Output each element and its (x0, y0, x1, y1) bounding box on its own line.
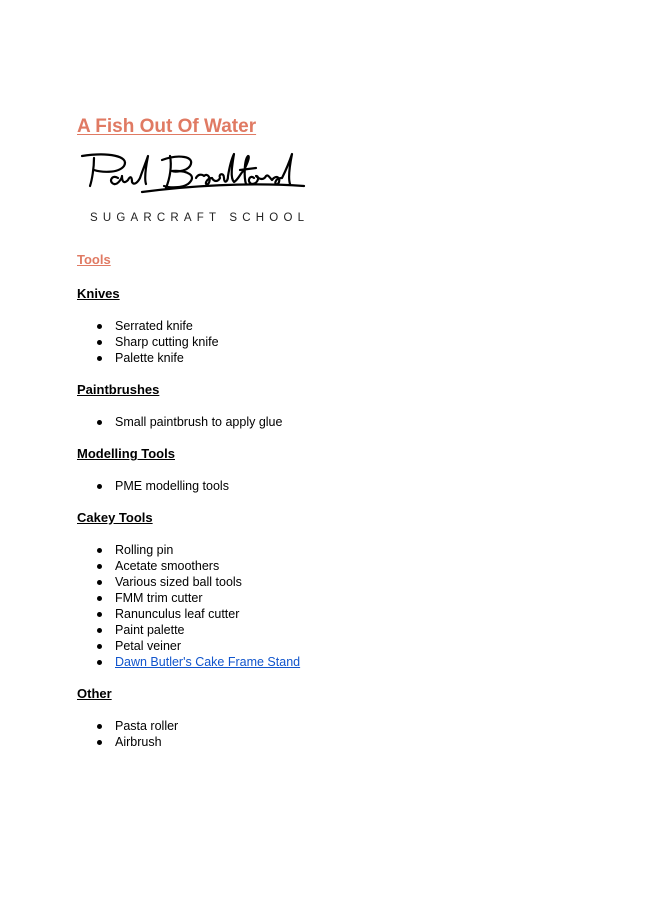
group-heading-modelling-tools: Modelling Tools (77, 446, 175, 461)
list-item: PME modelling tools (77, 478, 617, 494)
list-item: Various sized ball tools (77, 574, 617, 590)
list-item: Acetate smoothers (77, 558, 617, 574)
list-item: Serrated knife (77, 318, 617, 334)
list-item: Petal veiner (77, 638, 617, 654)
list-item: Airbrush (77, 734, 617, 750)
group-heading-knives: Knives (77, 286, 120, 301)
list-modelling-tools (77, 478, 617, 494)
list-item-link (77, 654, 617, 670)
list-cakey-tools (77, 542, 617, 670)
list-other (77, 718, 617, 750)
list-item: Pasta roller (77, 718, 617, 734)
list-paintbrushes (77, 414, 617, 430)
list-item: Palette knife (77, 350, 617, 366)
list-item: Paint palette (77, 622, 617, 638)
list-item: Ranunculus leaf cutter (77, 606, 617, 622)
list-item: Rolling pin (77, 542, 617, 558)
list-item: Small paintbrush to apply glue (77, 414, 617, 430)
document-body (77, 252, 617, 766)
group-heading-other: Other (77, 686, 112, 701)
list-item: Sharp cutting knife (77, 334, 617, 350)
group-heading-cakey-tools: Cakey Tools (77, 510, 153, 525)
document-title: A Fish Out Of Water (77, 116, 257, 137)
list-knives (77, 318, 617, 366)
signature-graphic (78, 150, 310, 208)
logo-subtitle: SUGARCRAFT SCHOOL (90, 212, 310, 224)
logo (78, 150, 310, 230)
group-heading-paintbrushes: Paintbrushes (77, 382, 160, 397)
list-item: FMM trim cutter (77, 590, 617, 606)
cake-frame-stand-link[interactable]: Dawn Butler's Cake Frame Stand (115, 655, 301, 669)
section-title: Tools (77, 252, 111, 267)
